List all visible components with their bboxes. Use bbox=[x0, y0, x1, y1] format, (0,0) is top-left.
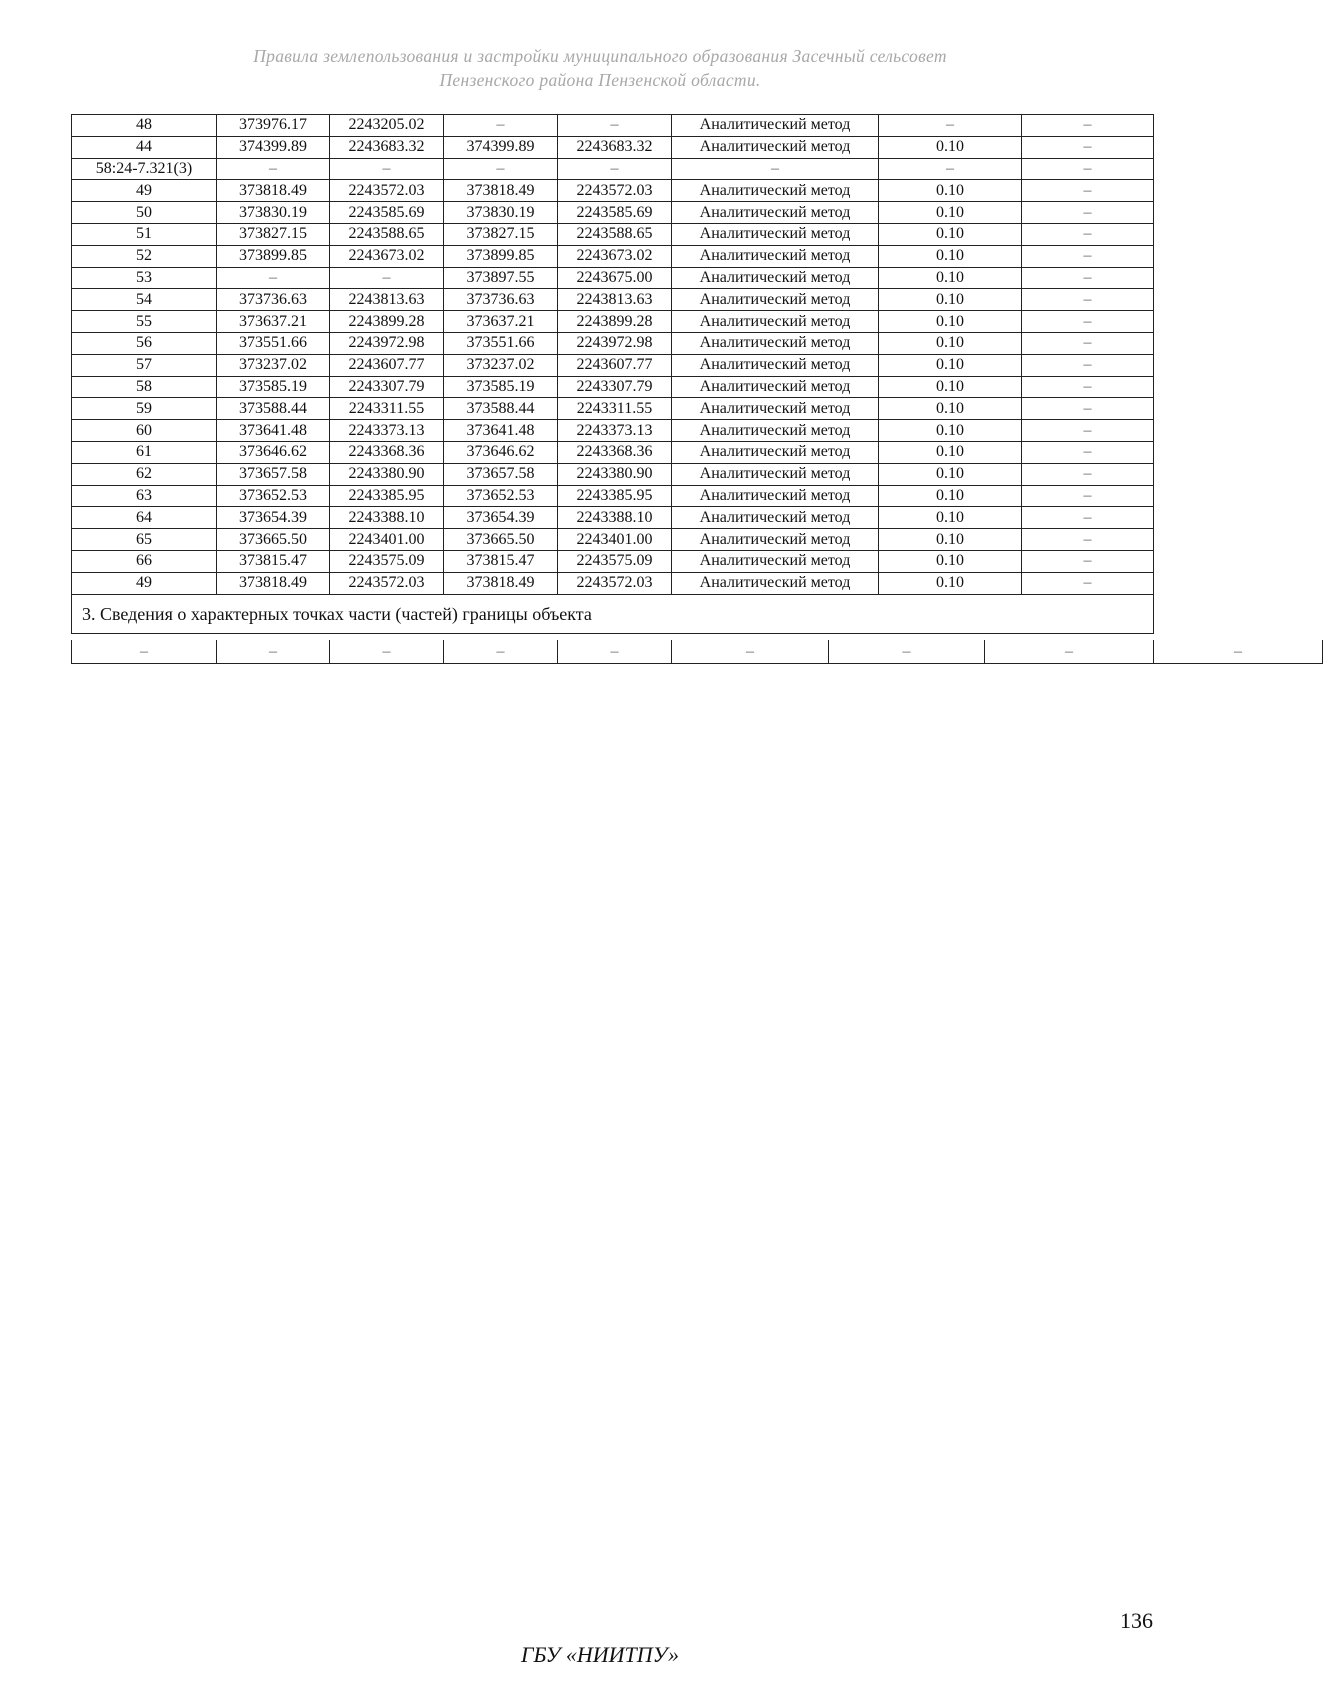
table-cell: 373652.53 bbox=[444, 485, 558, 507]
table-cell: – bbox=[444, 115, 558, 137]
table-cell: 2243368.36 bbox=[330, 441, 444, 463]
table-cell: 373654.39 bbox=[217, 507, 330, 529]
table-cell: 2243588.65 bbox=[558, 223, 672, 245]
table-row bbox=[72, 550, 1154, 572]
table-cell: – bbox=[1022, 332, 1154, 354]
table-cell: – bbox=[879, 158, 1022, 180]
table-cell: – bbox=[1022, 463, 1154, 485]
table-cell: 0.10 bbox=[879, 507, 1022, 529]
table-row bbox=[72, 202, 1154, 224]
table-cell: Аналитический метод bbox=[672, 223, 879, 245]
table-cell: Аналитический метод bbox=[672, 441, 879, 463]
table-cell: 2243572.03 bbox=[330, 180, 444, 202]
table-cell: 51 bbox=[72, 223, 217, 245]
table-cell: 0.10 bbox=[879, 223, 1022, 245]
table-cell: 0.10 bbox=[879, 572, 1022, 594]
table-cell: 2243307.79 bbox=[558, 376, 672, 398]
table-cell: 2243388.10 bbox=[558, 507, 672, 529]
table-cell: 2243401.00 bbox=[330, 529, 444, 551]
table-cell: 2243572.03 bbox=[558, 180, 672, 202]
table-cell: – bbox=[1022, 115, 1154, 137]
page-footer: ГБУ «НИИТПУ» bbox=[520, 1642, 680, 1667]
table-cell: Аналитический метод bbox=[672, 463, 879, 485]
table-cell: 63 bbox=[72, 485, 217, 507]
table-cell: Аналитический метод bbox=[672, 180, 879, 202]
table-cell: 54 bbox=[72, 289, 217, 311]
table-row bbox=[72, 376, 1154, 398]
table-cell: 2243368.36 bbox=[558, 441, 672, 463]
table-cell: 2243307.79 bbox=[330, 376, 444, 398]
coordinates-table bbox=[71, 114, 1154, 634]
table-cell: Аналитический метод bbox=[672, 376, 879, 398]
table-cell: 373818.49 bbox=[444, 572, 558, 594]
table-row bbox=[72, 158, 1154, 180]
table-cell: 373818.49 bbox=[444, 180, 558, 202]
table-cell: 2243380.90 bbox=[330, 463, 444, 485]
table-cell: 2243585.69 bbox=[558, 202, 672, 224]
table-cell: – bbox=[330, 267, 444, 289]
table-cell: 2243972.98 bbox=[558, 332, 672, 354]
table-cell: – bbox=[1022, 202, 1154, 224]
table-cell: 2243311.55 bbox=[330, 398, 444, 420]
section-note-row bbox=[72, 594, 1154, 633]
header-line-2: Пензенского района Пензенской области. bbox=[439, 70, 761, 90]
table-cell: 373551.66 bbox=[217, 332, 330, 354]
table-cell: – bbox=[1022, 223, 1154, 245]
table-row bbox=[72, 507, 1154, 529]
table-cell: Аналитический метод bbox=[672, 136, 879, 158]
table-cell: 374399.89 bbox=[444, 136, 558, 158]
table-cell: Аналитический метод bbox=[672, 332, 879, 354]
table-row bbox=[72, 136, 1154, 158]
table-row bbox=[72, 180, 1154, 202]
table-cell: 2243683.32 bbox=[558, 136, 672, 158]
table-cell: 0.10 bbox=[879, 463, 1022, 485]
table-cell: 373646.62 bbox=[444, 441, 558, 463]
table-cell: – bbox=[1022, 245, 1154, 267]
table-cell: 2243899.28 bbox=[330, 311, 444, 333]
table-cell: Аналитический метод bbox=[672, 507, 879, 529]
table-cell: – bbox=[330, 640, 444, 664]
table-cell: 373665.50 bbox=[217, 529, 330, 551]
table-row bbox=[72, 115, 1154, 137]
table-row bbox=[72, 572, 1154, 594]
parts-table bbox=[71, 640, 1323, 664]
table-cell: – bbox=[1022, 158, 1154, 180]
table-cell: 373736.63 bbox=[217, 289, 330, 311]
table-cell: Аналитический метод bbox=[672, 289, 879, 311]
table-cell: 56 bbox=[72, 332, 217, 354]
table-cell: 373899.85 bbox=[444, 245, 558, 267]
table-cell: 0.10 bbox=[879, 441, 1022, 463]
table-cell: – bbox=[985, 640, 1154, 664]
table-cell: – bbox=[217, 158, 330, 180]
table-row bbox=[72, 311, 1154, 333]
table-cell: Аналитический метод bbox=[672, 311, 879, 333]
table-cell: 0.10 bbox=[879, 550, 1022, 572]
table-cell: Аналитический метод bbox=[672, 267, 879, 289]
table-cell: 50 bbox=[72, 202, 217, 224]
table-cell: – bbox=[672, 158, 879, 180]
table-cell: 64 bbox=[72, 507, 217, 529]
table-row bbox=[72, 398, 1154, 420]
table-cell: 60 bbox=[72, 420, 217, 442]
table-cell: 0.10 bbox=[879, 376, 1022, 398]
table-row bbox=[72, 267, 1154, 289]
table-cell: 2243373.13 bbox=[558, 420, 672, 442]
table-cell: 373637.21 bbox=[217, 311, 330, 333]
table-cell: – bbox=[672, 640, 829, 664]
table-cell: 66 bbox=[72, 550, 217, 572]
table-cell: – bbox=[1022, 529, 1154, 551]
table-cell: – bbox=[1022, 441, 1154, 463]
table-cell: 373897.55 bbox=[444, 267, 558, 289]
table-cell: 2243401.00 bbox=[558, 529, 672, 551]
table-cell: – bbox=[1022, 311, 1154, 333]
table-cell: 2243385.95 bbox=[330, 485, 444, 507]
table-cell: Аналитический метод bbox=[672, 485, 879, 507]
table-cell: – bbox=[72, 640, 217, 664]
table-cell: – bbox=[1022, 507, 1154, 529]
table-cell: 0.10 bbox=[879, 420, 1022, 442]
table-cell: – bbox=[1022, 485, 1154, 507]
table-cell: 0.10 bbox=[879, 529, 1022, 551]
table-cell: 0.10 bbox=[879, 245, 1022, 267]
table-cell: 2243311.55 bbox=[558, 398, 672, 420]
table-cell: 2243373.13 bbox=[330, 420, 444, 442]
table-cell: 373818.49 bbox=[217, 572, 330, 594]
table-cell: 373646.62 bbox=[217, 441, 330, 463]
table-cell: 0.10 bbox=[879, 398, 1022, 420]
table-cell: – bbox=[1022, 550, 1154, 572]
table-cell: 0.10 bbox=[879, 180, 1022, 202]
table-cell: Аналитический метод bbox=[672, 354, 879, 376]
table-cell: 65 bbox=[72, 529, 217, 551]
table-cell: – bbox=[1154, 640, 1323, 664]
table-cell: 53 bbox=[72, 267, 217, 289]
table-cell: 2243607.77 bbox=[558, 354, 672, 376]
table-cell: 2243675.00 bbox=[558, 267, 672, 289]
table-cell: 374399.89 bbox=[217, 136, 330, 158]
table-cell: 373657.58 bbox=[444, 463, 558, 485]
page-header bbox=[0, 44, 1200, 92]
table-cell: 62 bbox=[72, 463, 217, 485]
table-cell: – bbox=[1022, 180, 1154, 202]
table-cell: Аналитический метод bbox=[672, 572, 879, 594]
table-row bbox=[72, 245, 1154, 267]
table-cell: – bbox=[829, 640, 985, 664]
table-cell: 373588.44 bbox=[217, 398, 330, 420]
table-cell: 61 bbox=[72, 441, 217, 463]
table-cell: 373585.19 bbox=[217, 376, 330, 398]
table-cell: – bbox=[1022, 376, 1154, 398]
table-cell: 373585.19 bbox=[444, 376, 558, 398]
table-row bbox=[72, 332, 1154, 354]
table-cell: – bbox=[330, 158, 444, 180]
table-cell: 373637.21 bbox=[444, 311, 558, 333]
table-cell: 2243572.03 bbox=[558, 572, 672, 594]
table-cell: 0.10 bbox=[879, 136, 1022, 158]
table-cell: 2243673.02 bbox=[558, 245, 672, 267]
table-row bbox=[72, 529, 1154, 551]
table-cell: Аналитический метод bbox=[672, 529, 879, 551]
table-cell: 373237.02 bbox=[217, 354, 330, 376]
table-cell: 373641.48 bbox=[217, 420, 330, 442]
table-cell: 49 bbox=[72, 180, 217, 202]
table-cell: 373827.15 bbox=[444, 223, 558, 245]
table-cell: 2243813.63 bbox=[330, 289, 444, 311]
table-cell: 2243683.32 bbox=[330, 136, 444, 158]
table-row bbox=[72, 420, 1154, 442]
table-cell: – bbox=[1022, 267, 1154, 289]
table-cell: 373736.63 bbox=[444, 289, 558, 311]
table-cell: Аналитический метод bbox=[672, 245, 879, 267]
table-cell: 373641.48 bbox=[444, 420, 558, 442]
coordinates-table-body bbox=[72, 115, 1154, 595]
table-row bbox=[72, 289, 1154, 311]
table-cell: 373830.19 bbox=[217, 202, 330, 224]
table-cell: – bbox=[558, 115, 672, 137]
table-cell: Аналитический метод bbox=[672, 550, 879, 572]
section-note: 3. Сведения о характерных точках части (частей) границы объекта bbox=[72, 594, 1154, 633]
table-cell: – bbox=[879, 115, 1022, 137]
table-row bbox=[72, 463, 1154, 485]
table-row bbox=[72, 354, 1154, 376]
page-number: 136 bbox=[1120, 1608, 1153, 1633]
table-cell: 2243575.09 bbox=[558, 550, 672, 572]
table-cell: 55 bbox=[72, 311, 217, 333]
table-cell: – bbox=[444, 640, 558, 664]
table-cell: 2243588.65 bbox=[330, 223, 444, 245]
table-cell: 373237.02 bbox=[444, 354, 558, 376]
table-cell: 373652.53 bbox=[217, 485, 330, 507]
table-cell: 2243673.02 bbox=[330, 245, 444, 267]
table-cell: – bbox=[217, 267, 330, 289]
table-cell: – bbox=[444, 158, 558, 180]
table-cell: 373815.47 bbox=[217, 550, 330, 572]
table-cell: 373551.66 bbox=[444, 332, 558, 354]
table-cell: 58:24-7.321(3) bbox=[72, 158, 217, 180]
table-cell: 0.10 bbox=[879, 289, 1022, 311]
table-cell: 0.10 bbox=[879, 311, 1022, 333]
table-cell: 2243607.77 bbox=[330, 354, 444, 376]
table-cell: 48 bbox=[72, 115, 217, 137]
table-cell: 59 bbox=[72, 398, 217, 420]
table-cell: 373588.44 bbox=[444, 398, 558, 420]
table-cell: 44 bbox=[72, 136, 217, 158]
table-row bbox=[72, 223, 1154, 245]
header-line-1: Правила землепользования и застройки муниципального образования Засечный сельсовет bbox=[253, 46, 947, 66]
table-cell: 49 bbox=[72, 572, 217, 594]
table-cell: 0.10 bbox=[879, 202, 1022, 224]
table-cell: – bbox=[1022, 420, 1154, 442]
table-cell: – bbox=[1022, 354, 1154, 376]
table-cell: 373830.19 bbox=[444, 202, 558, 224]
table-cell: 373665.50 bbox=[444, 529, 558, 551]
table-cell: 373654.39 bbox=[444, 507, 558, 529]
table-cell: Аналитический метод bbox=[672, 420, 879, 442]
table-cell: – bbox=[1022, 289, 1154, 311]
table-cell: 2243899.28 bbox=[558, 311, 672, 333]
table-cell: 58 bbox=[72, 376, 217, 398]
table-cell: 2243388.10 bbox=[330, 507, 444, 529]
table-row bbox=[72, 485, 1154, 507]
table-cell: 2243813.63 bbox=[558, 289, 672, 311]
table-cell: 0.10 bbox=[879, 332, 1022, 354]
table-cell: 2243585.69 bbox=[330, 202, 444, 224]
table-cell: 2243385.95 bbox=[558, 485, 672, 507]
table-cell: Аналитический метод bbox=[672, 115, 879, 137]
table-cell: 2243205.02 bbox=[330, 115, 444, 137]
table-cell: – bbox=[1022, 572, 1154, 594]
table-cell: 373815.47 bbox=[444, 550, 558, 572]
table-cell: 52 bbox=[72, 245, 217, 267]
table-cell: 2243380.90 bbox=[558, 463, 672, 485]
table-cell: 0.10 bbox=[879, 267, 1022, 289]
table-cell: 373827.15 bbox=[217, 223, 330, 245]
table-cell: 2243572.03 bbox=[330, 572, 444, 594]
table-cell: 2243972.98 bbox=[330, 332, 444, 354]
table-cell: – bbox=[217, 640, 330, 664]
table-row bbox=[72, 441, 1154, 463]
table-cell: – bbox=[1022, 398, 1154, 420]
table-cell: 373899.85 bbox=[217, 245, 330, 267]
parts-table-row bbox=[72, 640, 1323, 664]
table-cell: 0.10 bbox=[879, 485, 1022, 507]
table-cell: 2243575.09 bbox=[330, 550, 444, 572]
table-cell: – bbox=[558, 640, 672, 664]
table-cell: 373976.17 bbox=[217, 115, 330, 137]
table-cell: 0.10 bbox=[879, 354, 1022, 376]
table-cell: Аналитический метод bbox=[672, 398, 879, 420]
table-cell: 373818.49 bbox=[217, 180, 330, 202]
table-cell: 57 bbox=[72, 354, 217, 376]
table-cell: – bbox=[1022, 136, 1154, 158]
table-cell: Аналитический метод bbox=[672, 202, 879, 224]
table-cell: 373657.58 bbox=[217, 463, 330, 485]
table-cell: – bbox=[558, 158, 672, 180]
